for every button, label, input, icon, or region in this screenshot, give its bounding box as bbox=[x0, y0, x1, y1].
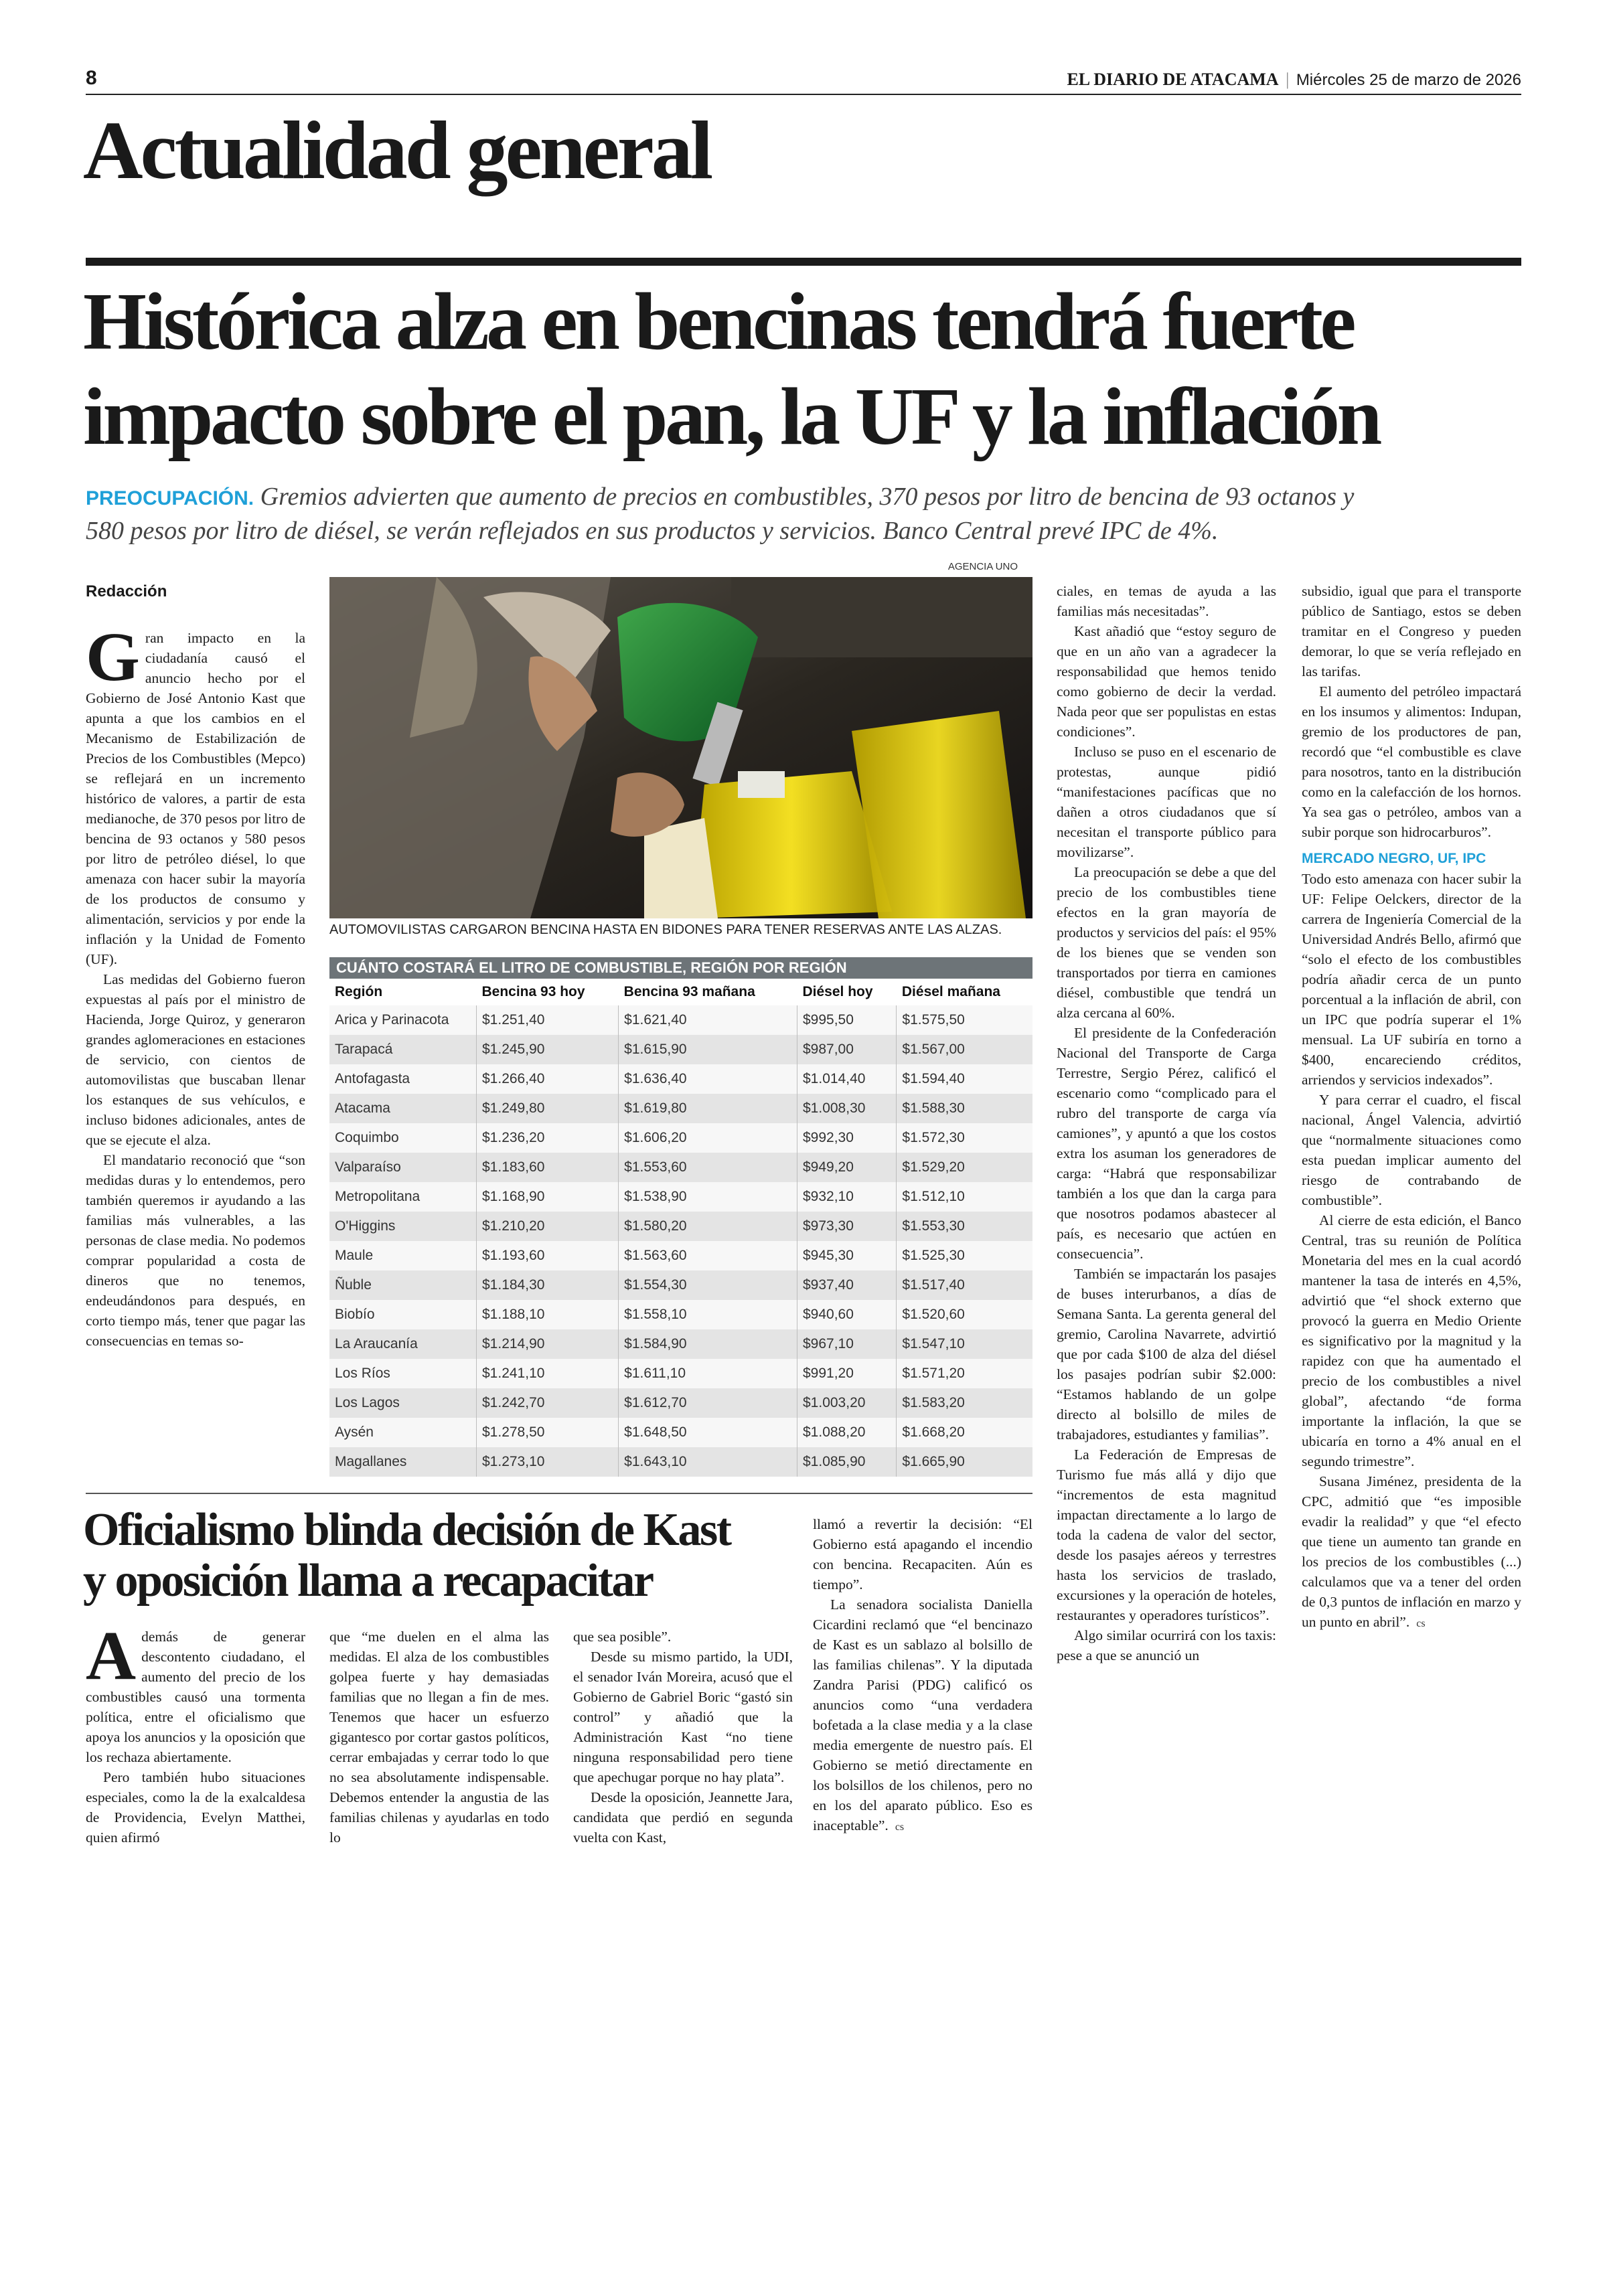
table-region-cell: Valparaíso bbox=[329, 1153, 477, 1182]
table-header: Bencina 93 hoy bbox=[481, 984, 585, 999]
table-region-cell: Arica y Parinacota bbox=[329, 1005, 477, 1035]
table-price-cell: $1.517,40 bbox=[897, 1270, 1032, 1300]
main-col4-text: Susana Jiménez, presidenta de la CPC, admitió que “es imposible evadir la realidad” y que “el efecto que tiene un aumento tan grande en los precios de los combustibles (...) calculamos que va a tener del orden de 0,3 puntos de inflación en marzo y un punto en abril”. bbox=[1302, 1473, 1521, 1630]
table-price-cell: $1.014,40 bbox=[797, 1064, 897, 1094]
table-price-cell: $1.606,20 bbox=[619, 1123, 797, 1153]
main-col3-paragraph: El presidente de la Confederación Nacional del Transporte de Carga Terrestre, Sergio Pérez, calificó el escenario como “complicado para el rubro del transporte de carga vía camiones”, y apuntó a que los costos extra los asuman los generadores de carga: “Habrá que responsabilizar también a los que dan la carga para que nosotros podamos abastecer al país, es necesario que actúen en consecuencia”. bbox=[1057, 1025, 1276, 1262]
table-price-cell: $1.278,50 bbox=[477, 1418, 619, 1447]
table-price-cell: $1.003,20 bbox=[797, 1388, 897, 1418]
table-price-cell: $1.241,10 bbox=[477, 1359, 619, 1388]
second-col4-text: La senadora socialista Daniella Cicardini reclamó que “el bencinazo de Kast es un sablazo al bolsillo de las familias chilenas”. Y la diputada Zandra Parisi (PDG) calificó os anuncios como “una verdadera bofetada a la clase media y a la clase media emergente de nuestro país. El Gobierno se metió directamente en los bolsillos de los chilenos, pero no en los del aparato público. Eso es inaceptable”. bbox=[813, 1596, 1032, 1833]
table-price-cell: $1.008,30 bbox=[797, 1094, 897, 1123]
table-header: Bencina 93 mañana bbox=[623, 984, 755, 999]
table-region-cell: Antofagasta bbox=[329, 1064, 477, 1094]
table-price-cell: $1.245,90 bbox=[477, 1035, 619, 1064]
table-price-cell: $940,60 bbox=[797, 1300, 897, 1329]
table-body bbox=[329, 1005, 1032, 1477]
main-column-3 bbox=[1057, 581, 1276, 1665]
second-column-4 bbox=[813, 1514, 1032, 1837]
lede-line-1 bbox=[86, 481, 1532, 515]
page-number: 8 bbox=[86, 67, 97, 89]
table-price-cell: $1.249,80 bbox=[477, 1094, 619, 1123]
lede-text-1: Gremios advierten que aumento de precios en combustibles, 370 pesos por litro de bencina de 93 octanos y bbox=[260, 483, 1355, 511]
table-price-cell: $1.184,30 bbox=[477, 1270, 619, 1300]
table-price-cell: $1.242,70 bbox=[477, 1388, 619, 1418]
second-column-1 bbox=[86, 1617, 305, 1848]
table-region-cell: O'Higgins bbox=[329, 1212, 477, 1241]
table-title: CUÁNTO COSTARÁ EL LITRO DE COMBUSTIBLE, REGIÓN POR REGIÓN bbox=[329, 957, 1032, 979]
table-price-cell: $1.558,10 bbox=[619, 1300, 797, 1329]
table-price-cell: $1.183,60 bbox=[477, 1153, 619, 1182]
table-price-cell: $992,30 bbox=[797, 1123, 897, 1153]
table-price-cell: $1.214,90 bbox=[477, 1329, 619, 1359]
table-price-cell: $1.168,90 bbox=[477, 1182, 619, 1212]
fuel-price-table bbox=[329, 957, 1032, 1477]
lede bbox=[86, 481, 1532, 547]
second-headline-line-1: Oficialismo blinda decisión de Kast bbox=[83, 1504, 731, 1556]
table-price-cell: $932,10 bbox=[797, 1182, 897, 1212]
second-article-rule bbox=[86, 1493, 1032, 1494]
table-price-cell: $987,00 bbox=[797, 1035, 897, 1064]
main-col4-paragraph: Al cierre de esta edición, el Banco Central, tras su reunión de Política Monetaria del mes en la cual acordó mantener la tasa de interés en 4,5%, advirtió que “el shock externo que provocó la guerra en Medio Oriente es significativo por la magnitud y la rapidez con que ha aumentado el precio de los combustibles a nivel global”, afectando “de forma importante la inflación, la que se ubicaría en torno a 4% anual en el segundo trimestre”. bbox=[1302, 1212, 1521, 1469]
end-mark-icon: cs bbox=[1416, 1618, 1426, 1629]
second-col4-paragraph: llamó a revertir la decisión: “El Gobierno está apagando el incendio con bencina. Recapaciten. Aún es tiempo”. bbox=[813, 1516, 1032, 1592]
second-col3-paragraph: Desde la oposición, Jeannette Jara, candidata que perdió en segunda vuelta con Kast, bbox=[573, 1789, 793, 1846]
table-price-cell: $973,30 bbox=[797, 1212, 897, 1241]
main-col1-paragraph: El mandatario reconoció que “son medidas duras y lo entendemos, pero también queremos ir ayudando a las familias más vulnerables, a las personas de clase media. No podemos comprar popularidad a costa de dineros que no tenemos, endeudándonos para después, en corto tiempo más, tener que pagar las consecuencias en temas so- bbox=[86, 1152, 305, 1349]
second-col2-paragraph: que “me duelen en el alma las medidas. El alza de los combustibles golpea fuerte y hay demasiadas familias que no llegan a fin de mes. Tenemos que hacer un esfuerzo gigantesco por cortar gastos políticos, cerrar embajadas y cerrar todo lo que no sea absolutamente indispensable. Debemos entender la angustia de las familias chilenas y ayudarlas en todo lo bbox=[329, 1629, 549, 1846]
table-price-cell: $1.251,40 bbox=[477, 1005, 619, 1035]
table-price-cell: $1.210,20 bbox=[477, 1212, 619, 1241]
photo-credit: AGENCIA UNO bbox=[947, 561, 1018, 572]
table-price-cell: $1.648,50 bbox=[619, 1418, 797, 1447]
table-header-row bbox=[329, 979, 1032, 1005]
table-price-cell: $1.553,30 bbox=[897, 1212, 1032, 1241]
table-row bbox=[329, 1447, 1032, 1477]
masthead-separator: | bbox=[1286, 70, 1290, 89]
table-price-cell: $945,30 bbox=[797, 1241, 897, 1270]
table-row bbox=[329, 1182, 1032, 1212]
table-price-cell: $1.567,00 bbox=[897, 1035, 1032, 1064]
table-region-cell: Aysén bbox=[329, 1418, 477, 1447]
kicker: PREOCUPACIÓN. bbox=[86, 487, 254, 509]
table-header: Región bbox=[335, 984, 383, 999]
table-price-cell: $949,20 bbox=[797, 1153, 897, 1182]
table-row bbox=[329, 1329, 1032, 1359]
table-region-cell: Los Lagos bbox=[329, 1388, 477, 1418]
table-row bbox=[329, 1123, 1032, 1153]
main-headline bbox=[83, 274, 1379, 465]
table-price-cell: $995,50 bbox=[797, 1005, 897, 1035]
table-region-cell: Tarapacá bbox=[329, 1035, 477, 1064]
news-photo bbox=[329, 577, 1032, 918]
table-price-cell: $1.575,50 bbox=[897, 1005, 1032, 1035]
second-headline bbox=[83, 1505, 731, 1607]
second-col4-paragraph bbox=[813, 1594, 1032, 1837]
main-col1-paragraph: Las medidas del Gobierno fueron expuestas al país por el ministro de Hacienda, Jorge Quiroz, y generaron grandes aglomeraciones en estaciones de servicio, con cientos de automovilistas que buscaban llenar los estanques de sus vehículos, e incluso bidones adicionales, antes de que se ejecute el alza. bbox=[86, 971, 305, 1148]
main-col3-paragraph: Incluso se puso en el escenario de protestas, aunque pidió “manifestaciones pacíficas que no dañen a otros ciudadanos que sí necesitan el transporte público para movilizarse”. bbox=[1057, 744, 1276, 860]
table-price-cell: $1.512,10 bbox=[897, 1182, 1032, 1212]
table-price-cell: $1.643,10 bbox=[619, 1447, 797, 1477]
table-row bbox=[329, 1270, 1032, 1300]
table-price-cell: $1.266,40 bbox=[477, 1064, 619, 1094]
table-region-cell: Coquimbo bbox=[329, 1123, 477, 1153]
second-col1-paragraph: Pero también hubo situaciones especiales, como la de la exalcaldesa de Providencia, Evelyn Matthei, quien afirmó bbox=[86, 1769, 305, 1846]
issue-date: Miércoles 25 de marzo de 2026 bbox=[1296, 71, 1521, 89]
table-region-cell: Maule bbox=[329, 1241, 477, 1270]
section-rule bbox=[86, 258, 1521, 266]
main-column-1 bbox=[86, 619, 305, 1351]
main-col4-paragraph: subsidio, igual que para el transporte público de Santiago, estos se deben tramitar en el Congreso y pueden demorar, lo que se vería reflejado en las tarifas. bbox=[1302, 583, 1521, 679]
table-row bbox=[329, 1005, 1032, 1035]
main-col3-paragraph: La Federación de Empresas de Turismo fue más allá y dijo que “incrementos de esta magnitud impactan directamente a lo largo de toda la cadena de valor del sector, desde los pasajes aéreos y terrestres hasta los servicios de traslado, excursiones y la operación de hoteles, restaurantes y operadores turísticos”. bbox=[1057, 1447, 1276, 1623]
second-col1-paragraph: Además de generar descontento ciudadano, el aumento del precio de los combustibles causó una tormenta política, entre el oficialismo que apoya los anuncios y la oposición que los rechaza abiertamente. bbox=[86, 1617, 305, 1765]
table-region-cell: Metropolitana bbox=[329, 1182, 477, 1212]
masthead-line bbox=[1067, 70, 1521, 90]
main-column-4 bbox=[1302, 581, 1521, 1634]
table-region-cell: Magallanes bbox=[329, 1447, 477, 1477]
table-region-cell: Ñuble bbox=[329, 1270, 477, 1300]
table-price-cell: $1.619,80 bbox=[619, 1094, 797, 1123]
main-col4-paragraph: El aumento del petróleo impactará en los insumos y alimentos: Indupan, gremio de los productores de pan, recordó que “el combustible es clave para nosotros, tanto en la distribución como en la calefacción de los hornos. Ya sea gas o petróleo, ambos van a subir porque son hidrocarburos”. bbox=[1302, 683, 1521, 840]
table-price-cell: $937,40 bbox=[797, 1270, 897, 1300]
fuel-pump-photo bbox=[329, 577, 1032, 918]
table-price-cell: $1.520,60 bbox=[897, 1300, 1032, 1329]
table-row bbox=[329, 1064, 1032, 1094]
table-price-cell: $1.525,30 bbox=[897, 1241, 1032, 1270]
byline: Redacción bbox=[86, 582, 167, 600]
second-column-2 bbox=[329, 1627, 549, 1848]
main-col3-paragraph: Kast añadió que “estoy seguro de que en un año van a agradecer la responsabilidad que hemos tenido como gobierno de decir la verdad. Nada peor que ser populistas en estas condiciones”. bbox=[1057, 623, 1276, 740]
main-col3-paragraph: También se impactarán los pasajes de buses interurbanos, a días de Semana Santa. La gerenta general del gremio, Carolina Navarrete, advirtió que por cada $100 de alza del diésel los pasajes podrían subir $2.000: “Estamos hablando de un golpe directo al bolsillo de miles de trabajadores, estudiantes y familias”. bbox=[1057, 1266, 1276, 1443]
table-price-cell: $1.538,90 bbox=[619, 1182, 797, 1212]
table-price-cell: $1.580,20 bbox=[619, 1212, 797, 1241]
table-price-cell: $1.665,90 bbox=[897, 1447, 1032, 1477]
paper-name: EL DIARIO DE ATACAMA bbox=[1067, 70, 1279, 89]
second-col3-paragraph: Desde su mismo partido, la UDI, el senador Iván Moreira, acusó que el Gobierno de Gabriel Boric “gastó sin control” y añadió que la Administración Kast “no tiene ninguna responsabilidad pero tiene que apechugar porque no hay plata”. bbox=[573, 1649, 793, 1785]
main-col3-paragraph: La preocupación se debe a que del precio de los combustibles tiene efectos en la gran mayoría de productos y servicios del país: el 95% de los bienes que se venden son transportados por tierra en camiones diésel, combustible que tendrá un alza cercana al 60%. bbox=[1057, 864, 1276, 1021]
table-grid bbox=[329, 979, 1032, 1477]
table-row bbox=[329, 1094, 1032, 1123]
table-row bbox=[329, 1212, 1032, 1241]
table-price-cell: $1.563,60 bbox=[619, 1241, 797, 1270]
table-price-cell: $1.584,90 bbox=[619, 1329, 797, 1359]
main-col4-paragraph: Todo esto amenaza con hacer subir la UF: Felipe Oelckers, director de la carrera de Ingeniería Comercial de la Universidad Andrés Bello, afirmó que “solo el efecto de los combustibles podría añadir cerca de un punto porcentual a la inflación de abril, con un IPC que podría superar el 1% mensual. La UF subiría en torno a $400, encareciendo créditos, arriendos y servicios indexados”. bbox=[1302, 871, 1521, 1088]
headline-line-1: Histórica alza en bencinas tendrá fuerte bbox=[83, 276, 1354, 367]
table-price-cell: $1.636,40 bbox=[619, 1064, 797, 1094]
table-price-cell: $1.668,20 bbox=[897, 1418, 1032, 1447]
table-price-cell: $1.193,60 bbox=[477, 1241, 619, 1270]
photo-caption: AUTOMOVILISTAS CARGARON BENCINA HASTA EN BIDONES PARA TENER RESERVAS ANTE LAS ALZAS. bbox=[329, 922, 1002, 937]
table-price-cell: $967,10 bbox=[797, 1329, 897, 1359]
table-region-cell: La Araucanía bbox=[329, 1329, 477, 1359]
table-row bbox=[329, 1153, 1032, 1182]
table-row bbox=[329, 1035, 1032, 1064]
table-row bbox=[329, 1300, 1032, 1329]
table-header: Diésel mañana bbox=[901, 984, 1000, 999]
table-row bbox=[329, 1388, 1032, 1418]
table-price-cell: $1.553,60 bbox=[619, 1153, 797, 1182]
table-row bbox=[329, 1359, 1032, 1388]
table-price-cell: $1.085,90 bbox=[797, 1447, 897, 1477]
main-col4-paragraph: Y para cerrar el cuadro, el fiscal nacional, Ángel Valencia, advirtió que “normalmente situaciones como esta puedan implicar aumento del riesgo de contrabando de combustible”. bbox=[1302, 1092, 1521, 1208]
main-col1-paragraph: Gran impacto en la ciudadanía causó el anuncio hecho por el Gobierno de José Antonio Kast que apunta a que los cambios en el Mecanismo de Estabilización de Precios de los Combustibles (Mepco) se reflejará en un incremento histórico de valores, a partir de esta medianoche, de 370 pesos por litro de bencina de 93 octanos y 580 pesos por litro de petróleo diésel, lo que amenaza con hacer subir la mayoría de los productos de consumo y alimentación, servicios y por ende la inflación y la Unidad de Fomento (UF). bbox=[86, 619, 305, 967]
main-col3-paragraph: ciales, en temas de ayuda a las familias más necesitadas”. bbox=[1057, 583, 1276, 619]
table-price-cell: $1.554,30 bbox=[619, 1270, 797, 1300]
table-price-cell: $1.612,70 bbox=[619, 1388, 797, 1418]
table-price-cell: $1.572,30 bbox=[897, 1123, 1032, 1153]
section-title: Actualidad general bbox=[83, 104, 711, 196]
table-price-cell: $1.273,10 bbox=[477, 1447, 619, 1477]
main-col3-paragraph: Algo similar ocurrirá con los taxis: pese a que se anunció un bbox=[1057, 1627, 1276, 1663]
second-headline-line-2: y oposición llama a recapacitar bbox=[83, 1555, 653, 1607]
table-region-cell: Atacama bbox=[329, 1094, 477, 1123]
lede-line-2: 580 pesos por litro de diésel, se verán reflejados en sus productos y servicios. Banco Central prevé IPC de 4%. bbox=[86, 517, 1219, 545]
headline-line-2: impacto sobre el pan, la UF y la inflación bbox=[83, 372, 1379, 462]
second-col3-paragraph: que sea posible”. bbox=[573, 1629, 672, 1645]
table-price-cell: $1.188,10 bbox=[477, 1300, 619, 1329]
table-region-cell: Los Ríos bbox=[329, 1359, 477, 1388]
table-price-cell: $1.588,30 bbox=[897, 1094, 1032, 1123]
table-price-cell: $991,20 bbox=[797, 1359, 897, 1388]
table-price-cell: $1.547,10 bbox=[897, 1329, 1032, 1359]
table-region-cell: Biobío bbox=[329, 1300, 477, 1329]
table-price-cell: $1.583,20 bbox=[897, 1388, 1032, 1418]
table-header: Diésel hoy bbox=[802, 984, 873, 999]
table-row bbox=[329, 1418, 1032, 1447]
header-rule bbox=[86, 94, 1521, 95]
end-mark-icon: cs bbox=[895, 1821, 905, 1833]
main-col4-paragraph bbox=[1302, 1471, 1521, 1634]
table-row bbox=[329, 1241, 1032, 1270]
table-price-cell: $1.571,20 bbox=[897, 1359, 1032, 1388]
table-price-cell: $1.615,90 bbox=[619, 1035, 797, 1064]
subheading: MERCADO NEGRO, UF, IPC bbox=[1302, 851, 1486, 866]
table-price-cell: $1.594,40 bbox=[897, 1064, 1032, 1094]
table-price-cell: $1.236,20 bbox=[477, 1123, 619, 1153]
table-price-cell: $1.621,40 bbox=[619, 1005, 797, 1035]
table-price-cell: $1.088,20 bbox=[797, 1418, 897, 1447]
second-column-3 bbox=[573, 1627, 793, 1848]
table-price-cell: $1.611,10 bbox=[619, 1359, 797, 1388]
table-price-cell: $1.529,20 bbox=[897, 1153, 1032, 1182]
